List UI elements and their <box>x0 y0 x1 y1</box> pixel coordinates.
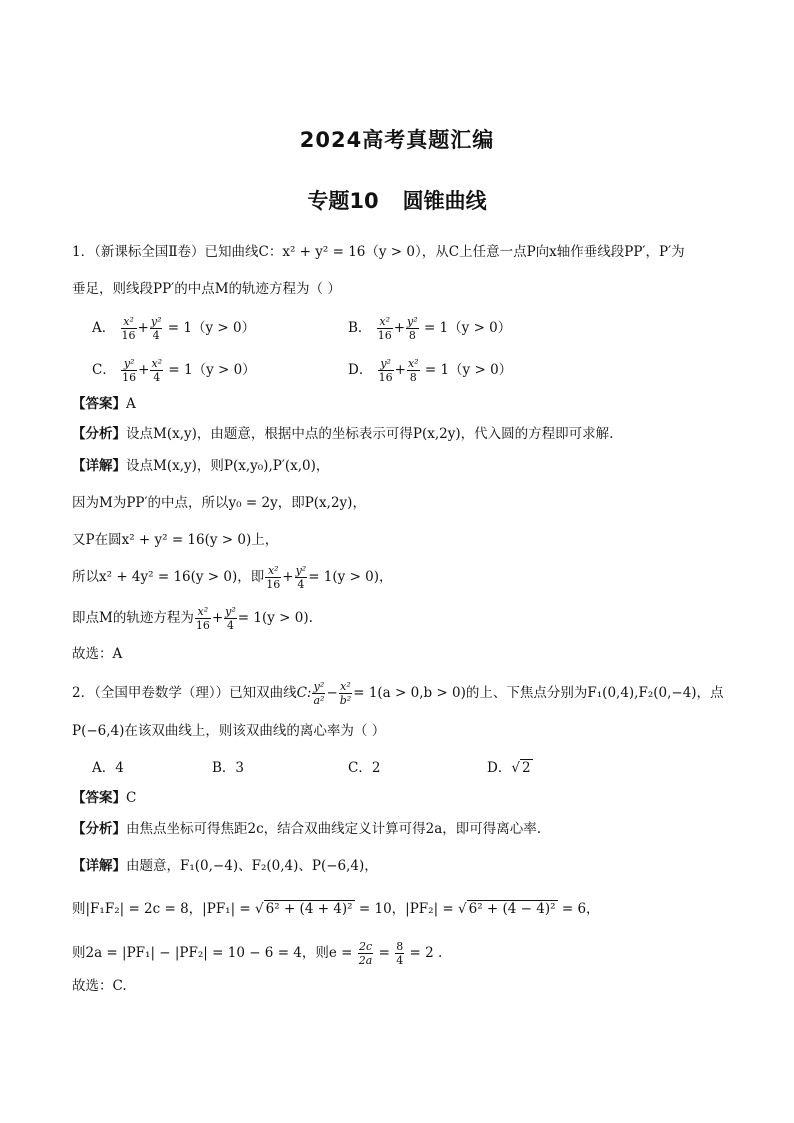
fraction: $\frac{8}{4}$ <box>396 940 404 967</box>
q1-option-c: C． $\frac{\text{y²}}{16}$ + $\frac{\text{x²}}{4}$ = 1（y > 0） <box>92 357 256 384</box>
fraction: $\frac{\text{y²}}{8}$ <box>407 315 418 342</box>
fraction: $\frac{\text{x²}}{4}$ <box>151 357 163 384</box>
q1-detail-4: 所以x² + 4y² = 16(y > 0)，即 $\frac{\text{x²}}{16}$ + $\frac{\text{y²}}{4}$ = 1(y > 0)， <box>72 564 393 591</box>
topic-title <box>0 185 794 215</box>
q2-option-c: C．2 <box>348 760 381 776</box>
fraction: $\frac{\text{y²}}{4}$ <box>150 315 162 342</box>
q1-detail-5: 即点M的轨迹方程为 $\frac{\text{x²}}{16}$ + $\frac{\text{y²}}{4}$ = 1(y > 0). <box>72 605 313 632</box>
document-title: 2024高考真题汇编 <box>299 128 495 152</box>
q1-detail-3: 又P在圆x² + y² = 16(y > 0)上， <box>72 532 279 548</box>
q1-final: 故选：A <box>72 646 123 662</box>
q2-final: 故选：C. <box>72 978 127 994</box>
fraction: $\frac{\text{y²}}{16}$ <box>378 357 393 384</box>
fraction: $\frac{\text{x²}}{16}$ <box>266 564 281 591</box>
q1-option-b: B． $\frac{\text{x²}}{16}$ + $\frac{\text{y²}}{8}$ = 1（y > 0） <box>348 315 512 342</box>
sqrt-sign: √ <box>255 901 264 917</box>
q2-detail-2: 则|F₁F₂| = 2c = 8，|PF₁| = √ 6² + (4 + 4)² = 10，|PF₂| = √ 6² + (4 − 4)² = 6， <box>72 901 600 917</box>
fraction: $\frac{\text{y²}}{\text{a²}}$ <box>313 680 325 707</box>
fraction: $\frac{\text{x²}}{\text{b²}}$ <box>339 680 352 707</box>
fraction: $\frac{\text{y²}}{4}$ <box>225 605 236 632</box>
fraction: $\frac{2c}{2a}$ <box>358 940 373 967</box>
fraction: $\frac{\text{x²}}{16}$ <box>195 605 210 632</box>
topic-number: 专题10 <box>307 189 379 213</box>
q2-answer: 【答案】C <box>72 790 137 806</box>
q1-analysis: 【分析】设点M(x,y)，由题意，根据中点的坐标表示可得P(x,2y)，代入圆的方程即可求解. <box>72 426 614 442</box>
topic-name: 圆锥曲线 <box>402 189 487 213</box>
q1-option-d: D． $\frac{\text{y²}}{16}$ + $\frac{\text{x²}}{8}$ = 1（y > 0） <box>348 357 513 384</box>
fraction: $\frac{\text{y²}}{16}$ <box>122 357 137 384</box>
q1-stem-line-2: 垂足，则线段PP′的中点M的轨迹方程为（ ） <box>72 281 341 297</box>
q2-stem-line-2: P(−6,4)在该双曲线上，则该双曲线的离心率为（ ） <box>72 723 386 739</box>
q1-detail-2: 因为M为PP′的中点，所以y₀ = 2y，即P(x,2y)， <box>72 495 366 511</box>
q1-answer: 【答案】A <box>72 396 136 412</box>
q1-option-a: A． $\frac{\text{x²}}{16}$ + $\frac{\text{y²}}{4}$ = 1（y > 0） <box>92 315 256 342</box>
fraction: $\frac{\text{x²}}{16}$ <box>121 315 136 342</box>
fraction: $\frac{\text{y²}}{4}$ <box>295 564 307 591</box>
q1-stem-line-1: 1．（新课标全国Ⅱ卷）已知曲线C：x² + y² = 16（y > 0），从C上任意一点P向x轴作垂线段PP′，P′为 <box>72 244 685 260</box>
sqrt-sign: √ <box>458 901 467 917</box>
q2-option-b: B．3 <box>212 760 245 776</box>
fraction: $\frac{\text{x²}}{16}$ <box>377 315 392 342</box>
q2-detail-1: 【详解】由题意，F₁(0,−4)、F₂(0,4)、P(−6,4)， <box>72 858 378 874</box>
q2-stem-line-1: 2．（全国甲卷数学（理））已知双曲线C: $\frac{\text{y²}}{\text{a²}}$ − $\frac{\text{x²}}{\text{b²}}$ = 1(a > 0,b > 0)的上、下焦点分别为F₁(0,4),F₂(0,−4)，点 <box>72 680 724 707</box>
q2-detail-3: 则2a = |PF₁| − |PF₂| = 10 − 6 = 4，则e = $\frac{2c}{2a}$ = $\frac{8}{4}$ = 2 . <box>72 940 443 967</box>
q2-analysis: 【分析】由焦点坐标可得焦距2c，结合双曲线定义计算可得2a，即可得离心率. <box>72 821 542 837</box>
q2-option-a: A．4 <box>92 760 124 776</box>
sqrt-sign: √ <box>511 760 520 776</box>
q1-detail-1: 【详解】设点M(x,y)，则P(x,y₀),P′(x,0)， <box>72 458 330 474</box>
q2-option-d: D．√ 2 <box>487 760 531 776</box>
fraction: $\frac{\text{x²}}{8}$ <box>407 357 419 384</box>
